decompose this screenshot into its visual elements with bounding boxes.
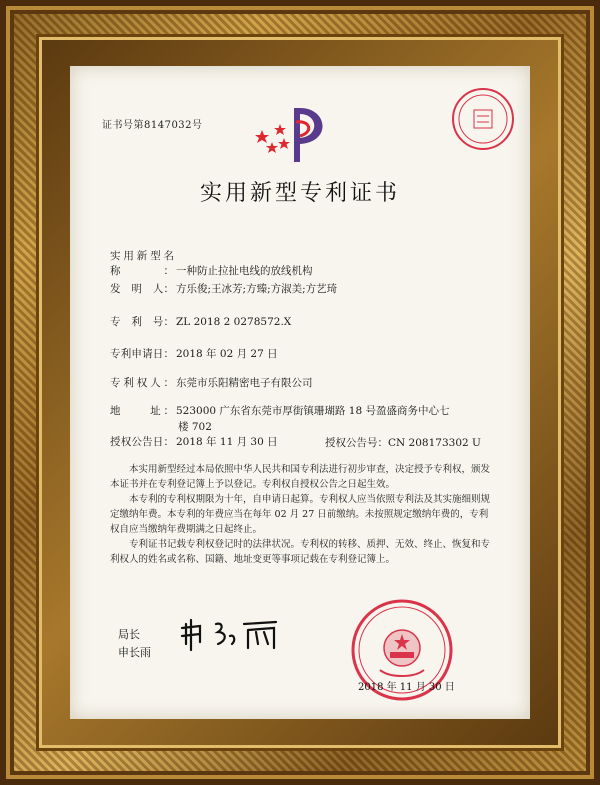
body-paragraph-2: 本专利的专利权期限为十年，自申请日起算。专利权人应当依照专利法及其实施细则规定缴纳年费。本专利的年费应当在每年 02 月 27 日前缴纳。未按照规定缴纳年费的，专利权自应当缴纳年费期满之日起终止。 [110, 494, 491, 535]
patent-number-field [110, 315, 291, 330]
field-value: 方乐俊;王冰芳;方臻;方淑美;方艺琦 [176, 283, 338, 295]
field-label: 授权公告日： [110, 436, 174, 448]
field-value: 东莞市乐阳精密电子有限公司 [176, 377, 313, 389]
field-label: 地 址： [110, 405, 174, 417]
chief-name: 申长雨 [118, 646, 151, 659]
utility-model-name-field [110, 249, 313, 279]
field-value: 523000 广东省东莞市厚街镇珊瑚路 18 号盈盛商务中心七 [176, 405, 450, 417]
field-value: ZL 2018 2 0278572.X [176, 316, 292, 328]
body-paragraph-1: 本实用新型经过本局依照中华人民共和国专利法进行初步审查，决定授予专利权，颁发本证书并在专利登记簿上予以登记。专利权自授权公告之日起生效。 [110, 464, 491, 490]
red-stamp-icon [450, 86, 516, 152]
field-value: 一种防止拉扯电线的放线机构 [176, 265, 313, 277]
address-continued: 楼 702 [178, 421, 212, 433]
signature-icon [178, 614, 288, 654]
address-field [110, 404, 449, 419]
field-label: 专利申请日： [110, 348, 174, 360]
field-value: 2018 年 11 月 30 日 [176, 436, 278, 448]
seal-date: 2018 年 11 月 30 日 [358, 682, 455, 693]
certificate-paper [70, 66, 530, 719]
patentee-field [110, 376, 313, 391]
field-label: 专利权人： [110, 377, 174, 389]
chief-title: 局长 [118, 628, 140, 641]
field-label: 实用新型名称： [110, 250, 174, 277]
certificate-number: 证书号第8147032号 [102, 120, 203, 131]
certificate-title: 实用新型专利证书 [199, 181, 400, 206]
publication-date-field [110, 435, 278, 450]
inventor-field [110, 282, 337, 297]
cnipa-logo-icon [250, 100, 340, 170]
application-date-field [110, 347, 278, 362]
body-paragraph-3: 专利证书记载专利权登记时的法律状况。专利权的转移、质押、无效、终止、恢复和专利权人的姓名或名称、国籍、地址变更等事项记载在专利登记簿上。 [110, 539, 491, 565]
field-label: 发 明 人： [110, 283, 174, 295]
publication-number: 授权公告号：CN 208173302 U [325, 437, 481, 449]
field-label: 专 利 号： [110, 316, 174, 328]
field-value: 2018 年 02 月 27 日 [176, 348, 278, 360]
